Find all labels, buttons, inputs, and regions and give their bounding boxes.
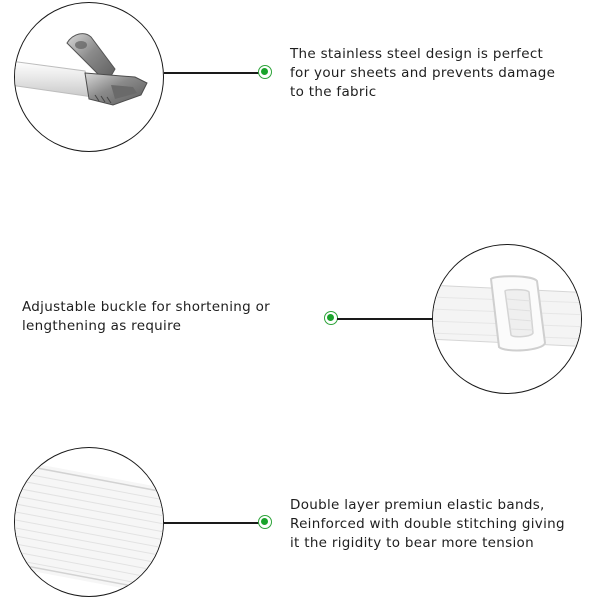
bullet-dot-icon — [258, 65, 272, 79]
feature-text-elastic: Double layer premiun elastic bands, Reinforced with double stitching giving it the rigidity to bear more tension — [290, 497, 565, 551]
connector-line-buckle — [337, 318, 433, 320]
bullet-dot-icon — [258, 515, 272, 529]
plastic-buckle-image — [433, 245, 582, 394]
metal-clip-image — [15, 3, 164, 152]
elastic-image-circle — [14, 447, 164, 597]
bullet-dot-icon — [324, 311, 338, 325]
feature-text-clip: The stainless steel design is perfect for your sheets and prevents damage to the fabric — [290, 46, 556, 100]
feature-text-buckle: Adjustable buckle for shortening or lengthening as require — [22, 299, 270, 334]
buckle-image-circle — [432, 244, 582, 394]
connector-line-clip — [164, 72, 259, 74]
elastic-band-image — [15, 448, 164, 597]
clip-image-circle — [14, 2, 164, 152]
connector-line-elastic — [164, 522, 259, 524]
